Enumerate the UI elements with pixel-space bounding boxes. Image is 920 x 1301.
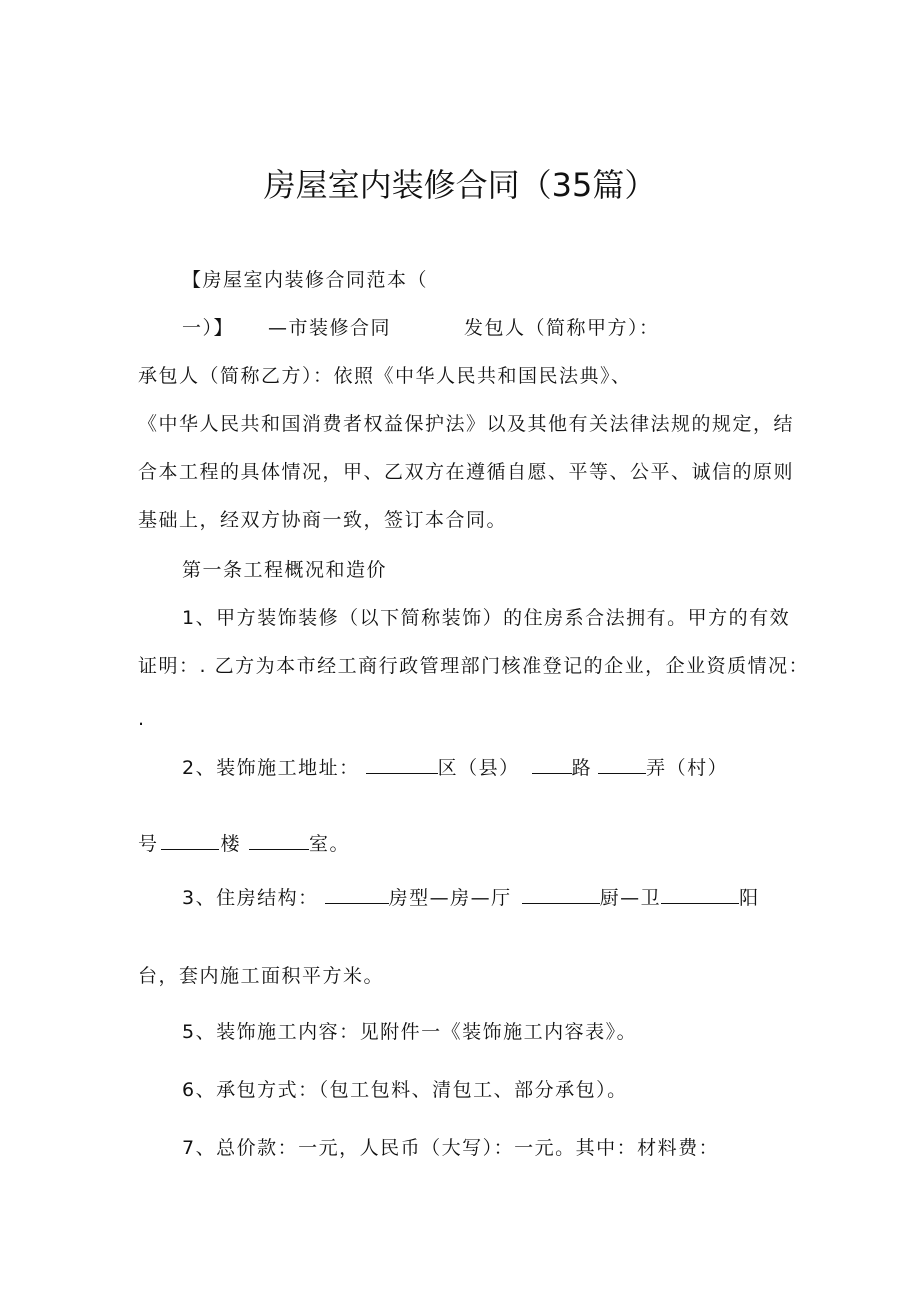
section-heading-cont: 一）】 [182, 317, 235, 339]
housing-type-blank[interactable] [325, 885, 389, 904]
number-blank[interactable] [161, 831, 219, 850]
clause-1-end-mark: . [138, 708, 145, 730]
clause-5: 5、装饰施工内容：见附件一《装饰施工内容表》。 [182, 1021, 638, 1043]
article-heading: 第一条工程概况和造价 [182, 559, 388, 581]
party-b-paragraph: 承包人（简称乙方）：依照《中华人民共和国民法典》、 [138, 365, 632, 387]
paragraph-line: 《中华人民共和国消费者权益保护法》以及其他有关法律法规的规定，结 [138, 413, 795, 435]
room-label: 室。 [309, 833, 351, 855]
paragraph-line: 基础上，经双方协商一致，签订本合同。 [138, 509, 508, 531]
kitchen-label: 厨—卫 [599, 887, 662, 909]
district-label: 区（县） [437, 757, 520, 779]
paragraph-line: 合本工程的具体情况，甲、乙双方在遵循自愿、平等、公平、诚信的原则 [138, 461, 795, 483]
district-blank[interactable] [366, 755, 438, 774]
clause-7: 7、总价款：一元，人民币（大写）：一元。其中：材料费： [182, 1137, 720, 1159]
housing-type-label: 房型—房—厅 [388, 887, 512, 909]
clause-6: 6、承包方式：（包工包料、清包工、部分承包）。 [182, 1079, 628, 1101]
balcony-label: 阳 [739, 887, 760, 909]
kitchen-blank[interactable] [522, 885, 600, 904]
clause-3-cont: 台，套内施工面积平方米。 [138, 965, 385, 987]
building-label: 楼 [220, 833, 242, 855]
address-prefix: 2、装饰施工地址： [182, 757, 360, 779]
clause-1-cont: 证明：. 乙方为本市经工商行政管理部门核准登记的企业，企业资质情况： [138, 655, 810, 677]
party-a-label: 发包人（简称甲方）： [464, 317, 660, 339]
document-title: 房屋室内装修合同（35篇） [263, 166, 657, 204]
clause-2-cont [138, 830, 350, 858]
lane-label: 弄（村） [646, 757, 729, 779]
road-label: 路 [571, 757, 593, 779]
number-label: 号 [138, 833, 159, 855]
clause-2 [182, 754, 728, 782]
clause-1: 1、甲方装饰装修（以下简称装饰）的住房系合法拥有。甲方的有效 [182, 607, 791, 629]
section-heading: 【房屋室内装修合同范本（ [182, 269, 429, 291]
structure-prefix: 3、住房结构： [182, 887, 319, 909]
city-contract-label: —市装修合同 [268, 317, 392, 339]
lane-blank[interactable] [598, 755, 646, 774]
clause-3 [182, 884, 760, 912]
road-blank[interactable] [532, 755, 572, 774]
room-blank[interactable] [249, 831, 309, 850]
balcony-blank[interactable] [661, 885, 739, 904]
